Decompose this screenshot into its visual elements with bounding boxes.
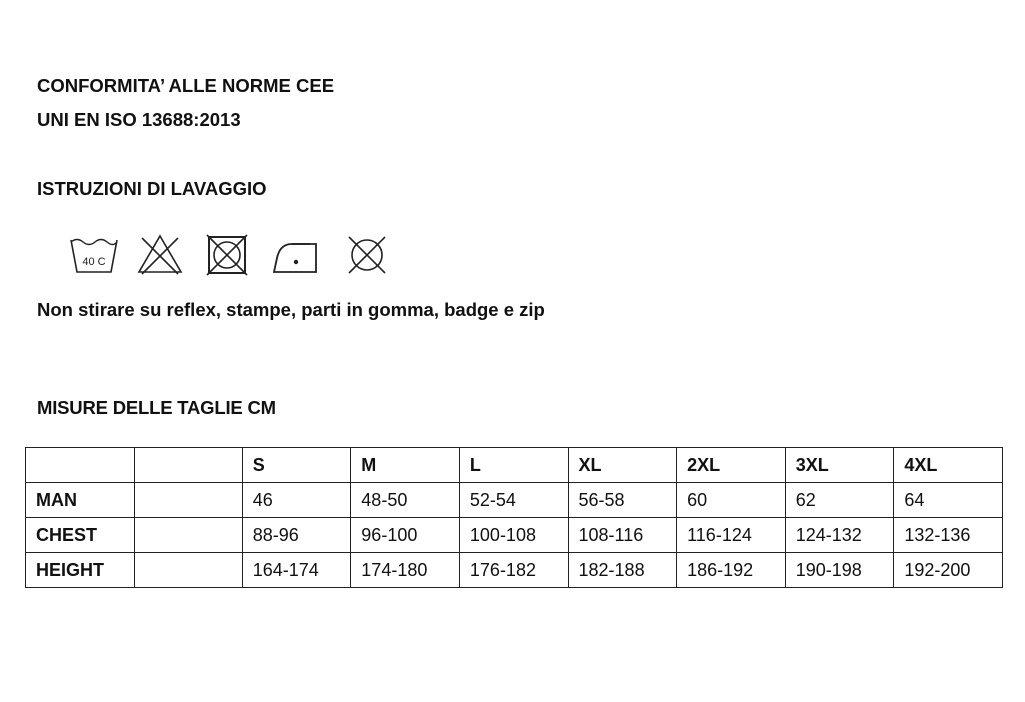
table-cell: 176-182 bbox=[459, 553, 568, 588]
table-cell: 96-100 bbox=[351, 518, 460, 553]
ironing-note: Non stirare su reflex, stampe, parti in gomma, badge e zip bbox=[37, 299, 545, 320]
table-row bbox=[26, 518, 1003, 553]
table-cell: 124-132 bbox=[785, 518, 894, 553]
conformity-heading: CONFORMITA’ ALLE NORME CEE bbox=[37, 75, 335, 96]
table-cell: 64 bbox=[894, 483, 1003, 518]
table-cell: 174-180 bbox=[351, 553, 460, 588]
table-cell: 100-108 bbox=[459, 518, 568, 553]
header-cell bbox=[134, 448, 242, 483]
table-cell: 62 bbox=[785, 483, 894, 518]
table-cell: 56-58 bbox=[568, 483, 677, 518]
size-table bbox=[25, 447, 1003, 588]
wash-temperature-label: 40 C bbox=[82, 256, 106, 268]
care-icons bbox=[68, 232, 398, 280]
table-cell: 88-96 bbox=[242, 518, 351, 553]
standard-code: UNI EN ISO 13688:2013 bbox=[37, 109, 241, 130]
header-cell-3xl: 3XL bbox=[785, 448, 894, 483]
header-cell-l: L bbox=[459, 448, 568, 483]
table-cell: 164-174 bbox=[242, 553, 351, 588]
table-cell: 52-54 bbox=[459, 483, 568, 518]
table-cell: 108-116 bbox=[568, 518, 677, 553]
table-cell: 182-188 bbox=[568, 553, 677, 588]
header-cell-4xl: 4XL bbox=[894, 448, 1003, 483]
row-label: MAN bbox=[26, 483, 135, 518]
table-cell: 48-50 bbox=[351, 483, 460, 518]
header-cell-2xl: 2XL bbox=[677, 448, 786, 483]
table-row bbox=[26, 553, 1003, 588]
header-cell-xl: XL bbox=[568, 448, 677, 483]
table-cell: 46 bbox=[242, 483, 351, 518]
row-label: CHEST bbox=[26, 518, 135, 553]
header-cell bbox=[26, 448, 135, 483]
washing-instructions-title: ISTRUZIONI DI LAVAGGIO bbox=[37, 178, 267, 199]
empty-cell bbox=[134, 553, 242, 588]
table-cell: 190-198 bbox=[785, 553, 894, 588]
table-cell: 60 bbox=[677, 483, 786, 518]
row-label: HEIGHT bbox=[26, 553, 135, 588]
table-cell: 132-136 bbox=[894, 518, 1003, 553]
wash-40c-icon bbox=[68, 232, 120, 278]
no-tumble-dry-icon bbox=[204, 232, 250, 278]
empty-cell bbox=[134, 483, 242, 518]
header-cell-s: S bbox=[242, 448, 351, 483]
table-header-row bbox=[26, 448, 1003, 483]
empty-cell bbox=[134, 518, 242, 553]
table-cell: 192-200 bbox=[894, 553, 1003, 588]
no-bleach-icon bbox=[136, 232, 184, 278]
iron-low-icon bbox=[270, 232, 320, 278]
table-cell: 186-192 bbox=[677, 553, 786, 588]
size-table-title: MISURE DELLE TAGLIE CM bbox=[37, 397, 276, 418]
no-dry-clean-icon bbox=[344, 232, 390, 278]
table-cell: 116-124 bbox=[677, 518, 786, 553]
header-cell-m: M bbox=[351, 448, 460, 483]
table-row bbox=[26, 483, 1003, 518]
